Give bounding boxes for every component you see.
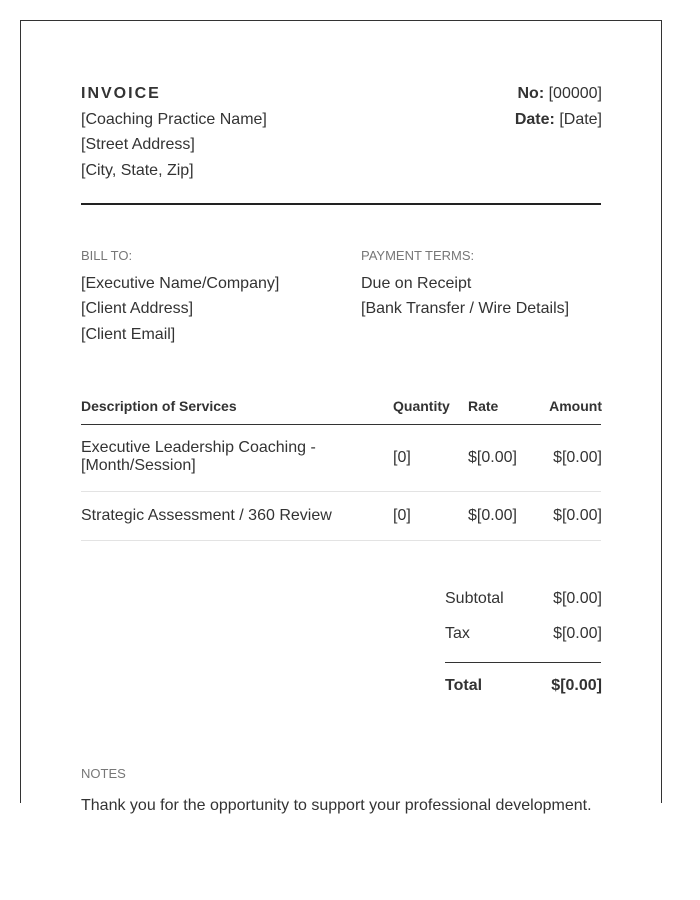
tax-label: Tax [445,625,470,642]
table-header-divider [81,424,601,425]
invoice-page [20,20,662,814]
total-divider [445,662,601,663]
practice-name: [Coaching Practice Name] [81,111,267,128]
total-label: Total [445,677,483,694]
invoice-number [518,85,603,103]
table-row-1-rate: $[0.00] [468,449,517,466]
subtotal-label: Subtotal [445,590,504,607]
notes-text: Thank you for the opportunity to support your professional development. [81,797,592,814]
table-row-1-quantity: [0] [393,449,411,466]
invoice-title: INVOICE [81,85,161,102]
invoice-date-label: Date: [514,111,555,128]
payment-terms-label: PAYMENT TERMS: [361,248,475,263]
invoice-number-label: No: [517,85,545,102]
table-row-divider [81,540,601,541]
invoice-number-value: [00000] [548,85,602,102]
invoice-date [515,111,602,129]
table-row-1-amount: $[0.00] [553,449,602,466]
subtotal-value: $[0.00] [553,590,602,607]
table-row-2-amount: $[0.00] [553,507,602,524]
table-row-1-description: Executive Leadership Coaching - [Month/Session] [81,439,316,474]
col-header-quantity: Quantity [393,398,450,414]
table-row-2-quantity: [0] [393,507,411,524]
notes-label: NOTES [81,766,126,781]
invoice-date-value: [Date] [559,111,602,128]
bill-to-label: BILL TO: [81,248,133,263]
bill-to-address: [Client Address] [81,300,194,317]
col-header-description: Description of Services [81,398,237,414]
payment-terms-value: Due on Receipt [361,275,472,292]
table-row-divider [81,491,601,492]
total-value: $[0.00] [551,677,602,694]
table-row-2-rate: $[0.00] [468,507,517,524]
table-row-2-description: Strategic Assessment / 360 Review [81,507,332,524]
col-header-rate: Rate [468,398,499,414]
practice-street: [Street Address] [81,136,195,153]
practice-city-state-zip: [City, State, Zip] [81,162,194,179]
bill-to-name: [Executive Name/Company] [81,275,280,292]
tax-value: $[0.00] [553,625,602,642]
col-header-amount: Amount [549,398,602,414]
bill-to-email: [Client Email] [81,326,176,343]
payment-terms-details: [Bank Transfer / Wire Details] [361,300,570,317]
header-divider [81,203,601,205]
